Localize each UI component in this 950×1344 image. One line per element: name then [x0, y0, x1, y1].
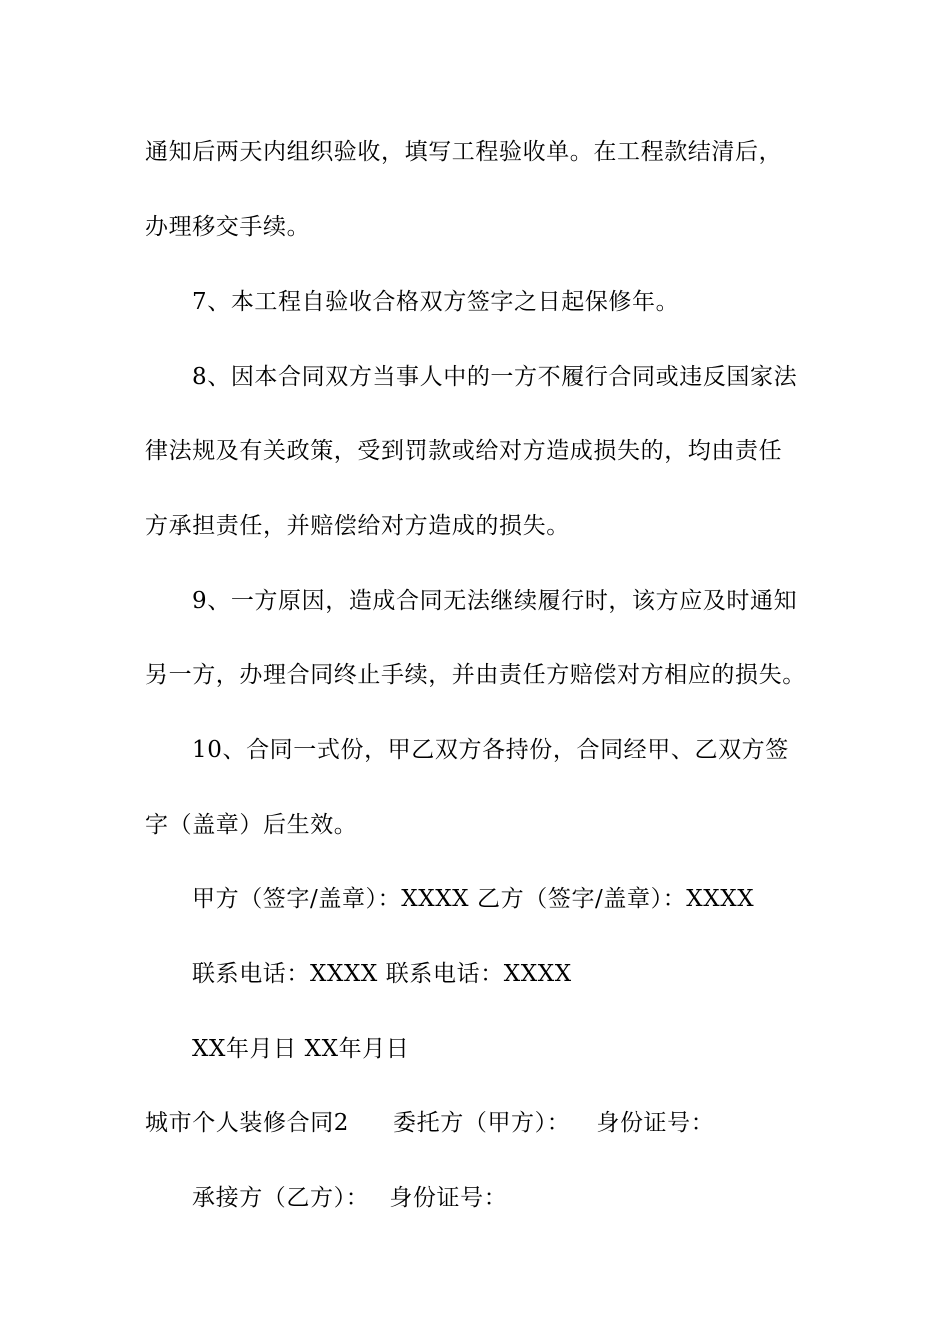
- contractor-line: [192, 1183, 862, 1213]
- client-label: 委托方（甲方）：: [393, 1110, 571, 1136]
- clause-10: 10、合同一式份，甲乙双方各持份，合同经甲、乙双方签: [192, 737, 789, 763]
- text-line: 另一方，办理合同终止手续，并由责任方赔偿对方相应的损失。: [145, 662, 806, 688]
- text-line: 方承担责任，并赔偿给对方造成的损失。: [145, 513, 570, 539]
- text-line: 字（盖章）后生效。: [145, 812, 358, 838]
- text-line: 通知后两天内组织验收，填写工程验收单。在工程款结清后，: [145, 139, 783, 165]
- date-line: XX年月日 XX年月日: [192, 1036, 410, 1062]
- contract2-header-line: [145, 1108, 815, 1138]
- text-line: 办理移交手续。: [145, 214, 311, 240]
- contract2-title: 城市个人装修合同2: [145, 1110, 350, 1136]
- clause-8: 8、因本合同双方当事人中的一方不履行合同或违反国家法: [192, 364, 798, 390]
- contractor-label: 承接方（乙方）：: [192, 1185, 370, 1211]
- signature-line: 甲方（签字/盖章）：XXXX 乙方（签字/盖章）：XXXX: [192, 886, 755, 912]
- client-id-label: 身份证号：: [596, 1110, 715, 1136]
- clause-7: 7、本工程自验收合格双方签字之日起保修年。: [192, 289, 680, 315]
- text-line: 律法规及有关政策，受到罚款或给对方造成损失的，均由责任: [145, 438, 783, 464]
- clause-9: 9、一方原因，造成合同无法继续履行时，该方应及时通知: [192, 588, 798, 614]
- contractor-id-label: 身份证号：: [389, 1185, 508, 1211]
- phone-line: 联系电话：XXXX 联系电话：XXXX: [192, 961, 572, 987]
